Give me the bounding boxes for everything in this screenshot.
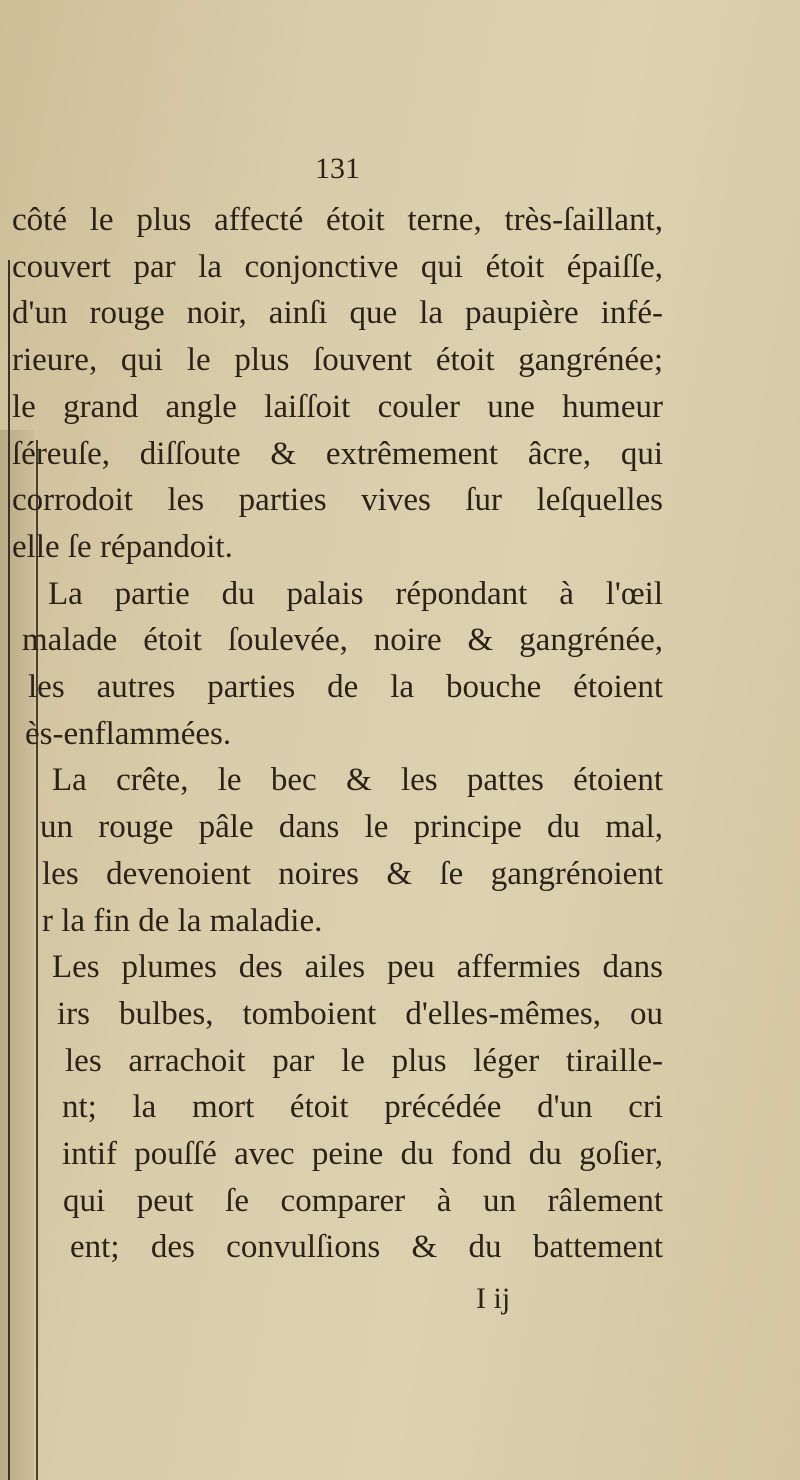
- text-line: d'un rouge noir, ainſi que la paupière infé-: [12, 295, 663, 332]
- text-line: ſéreuſe, diſſoute & extrêmement âcre, qui: [12, 435, 663, 472]
- text-line: nt; la mort étoit précédée d'un cri: [62, 1089, 663, 1126]
- text-line: intif pouſſé avec peine du fond du goſier,: [62, 1136, 663, 1172]
- binding-fold-line: [8, 260, 10, 1480]
- text-line: Les plumes des ailes peu affermies dans: [52, 949, 663, 986]
- binding-fold-shadow: [36, 440, 38, 1480]
- text-line: corrodoit les parties vives ſur leſquelles: [12, 482, 663, 519]
- text-line: ent; des convulſions & du battement: [70, 1229, 663, 1266]
- text-line: rieure, qui le plus ſouvent étoit gangrénée;: [12, 342, 663, 379]
- text-line: les autres parties de la bouche étoient: [28, 669, 663, 705]
- adjacent-page-edge: [0, 430, 34, 1480]
- text-line: La crête, le bec & les pattes étoient: [52, 762, 663, 799]
- text-line: r la fin de la maladie.: [42, 902, 323, 939]
- signature-mark: I ij: [476, 1282, 511, 1315]
- text-line: malade étoit ſoulevée, noire & gangrénée,: [22, 622, 663, 659]
- page-number: 131: [315, 152, 360, 185]
- text-line: La partie du palais répondant à l'œil: [48, 575, 663, 612]
- text-line: ès-enflammées.: [25, 715, 232, 752]
- text-line: les devenoient noires & ſe gangrénoient: [42, 855, 663, 892]
- text-line: qui peut ſe comparer à un râlement: [63, 1182, 663, 1219]
- text-line: le grand angle laiſſoit couler une humeur: [12, 388, 663, 425]
- text-line: elle ſe répandoit.: [12, 528, 233, 565]
- text-line: irs bulbes, tomboient d'elles-mêmes, ou: [57, 995, 663, 1032]
- text-line: couvert par la conjonctive qui étoit épaiſſe,: [12, 248, 663, 285]
- text-line: côté le plus affecté étoit terne, très-ſaillant,: [12, 202, 663, 238]
- text-line: un rouge pâle dans le principe du mal,: [40, 809, 663, 846]
- text-line: les arrachoit par le plus léger tiraille-: [65, 1042, 663, 1079]
